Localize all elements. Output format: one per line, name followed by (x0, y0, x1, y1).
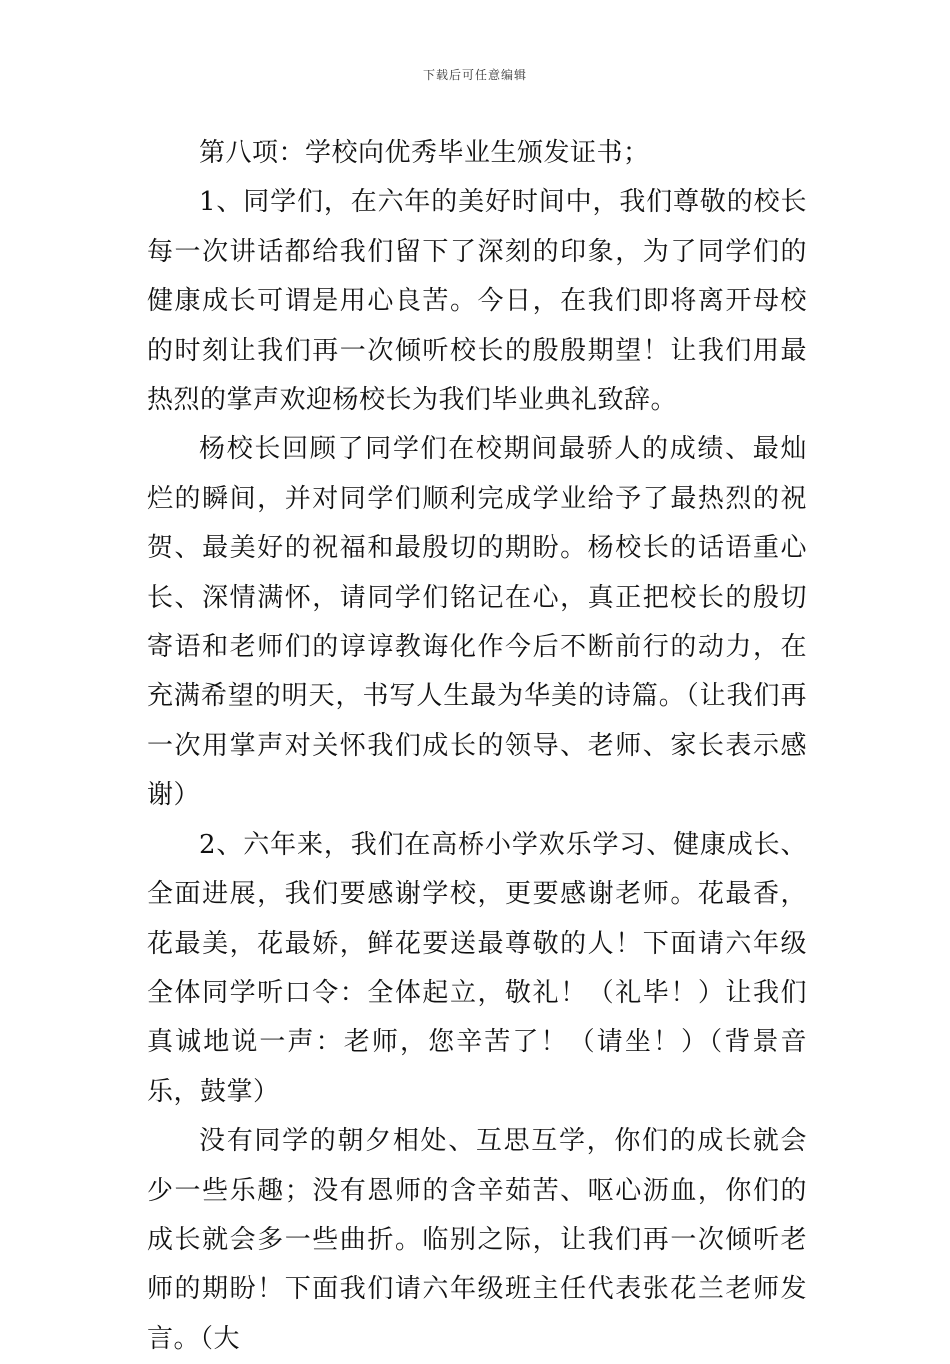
paragraph-thank-teachers: 2、六年来，我们在高桥小学欢乐学习、健康成长、全面进展，我们要感谢学校，更要感谢老师。花最香，花最美，花最娇，鲜花要送最尊敬的人！下面请六年级全体同学听口令：全体起立，敬礼！（礼毕！）让我们真诚地说一声：老师，您辛苦了！（请坐！）（背景音乐，鼓掌） (147, 829, 807, 1107)
paragraph-teacher-speech: 没有同学的朝夕相处、互思互学，你们的成长就会少一些乐趣；没有恩师的含辛茹苦、呕心沥血，你们的成长就会多一些曲折。临别之际，让我们再一次倾听老师的期盼！下面我们请六年级班主任代表张花兰老师发言。（大 (147, 1126, 807, 1354)
page-header: 下载后可任意编辑 (422, 68, 527, 82)
paragraph-item-8: 第八项：学校向优秀毕业生颁发证书； (199, 138, 650, 168)
document-body (147, 129, 807, 1364)
paragraph-principal-intro: 1、同学们，在六年的美好时间中，我们尊敬的校长每一次讲话都给我们留下了深刻的印象，为了同学们的健康成长可谓是用心良苦。今日，在我们即将离开母校的时刻让我们再一次倾听校长的殷殷期望！让我们用最热烈的掌声欢迎杨校长为我们毕业典礼致辞。 (147, 187, 807, 416)
paragraph-principal-summary: 杨校长回顾了同学们在校期间最骄人的成绩、最灿烂的瞬间，并对同学们顺利完成学业给予了最热烈的祝贺、最美好的祝福和最殷切的期盼。杨校长的话语重心长、深情满怀，请同学们铭记在心，真正把校长的殷切寄语和老师们的谆谆教诲化作今后不断前行的动力，在充满希望的明天，书写人生最为华美的诗篇。（让我们再一次用掌声对关怀我们成长的领导、老师、家长表示感谢） (147, 434, 807, 811)
